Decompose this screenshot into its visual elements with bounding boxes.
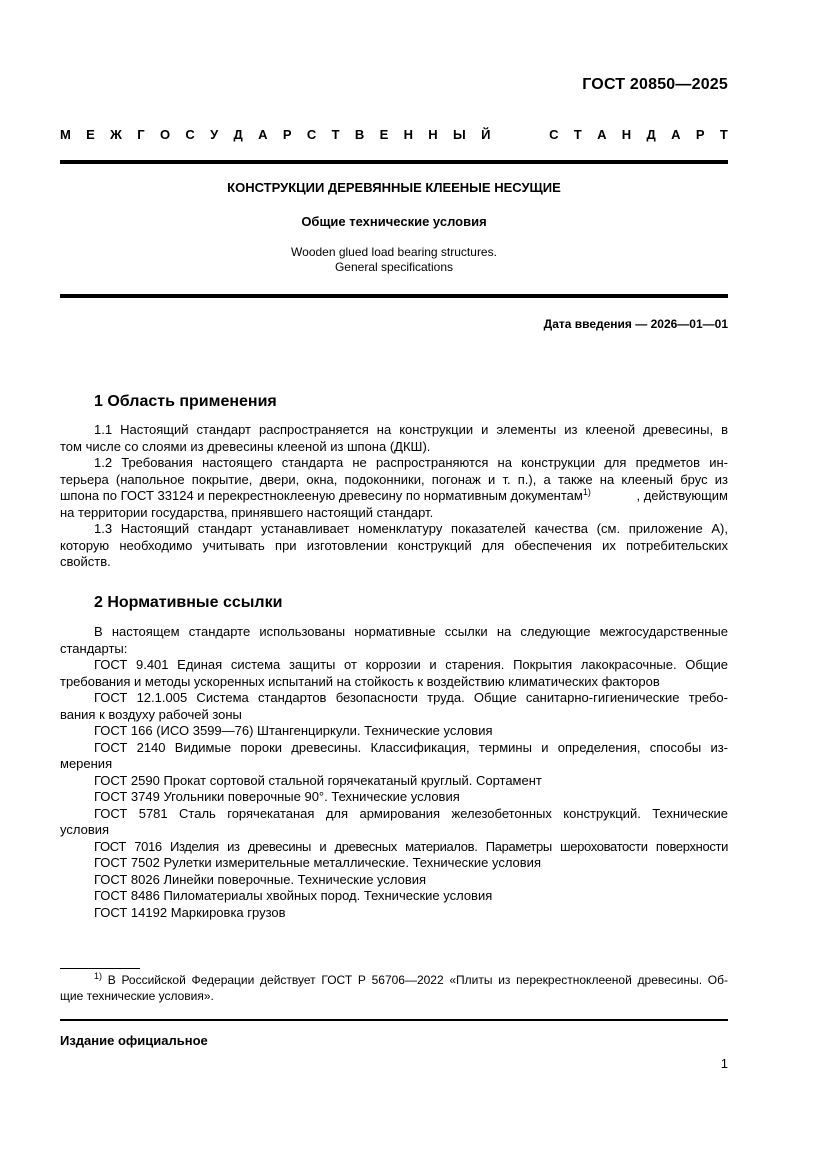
- paragraph-line: терьера (напольное покрытие, двери, окна, подоконники, погонаж и т. п.), а также на клееный брус из: [60, 471, 728, 487]
- document-title: КОНСТРУКЦИИ ДЕРЕВЯННЫЕ КЛЕЕНЫЕ НЕСУЩИЕ: [227, 180, 561, 195]
- reference-line: ГОСТ 14192 Маркировка грузов: [94, 904, 286, 920]
- interstate-letter: Е: [86, 127, 95, 142]
- footer-divider: [60, 1019, 728, 1021]
- footnote-mark: 1): [94, 971, 103, 981]
- document-subtitle: Общие технические условия: [301, 214, 487, 229]
- reference-line: ГОСТ 166 (ИСО 3599—76) Штангенциркули. Технические условия: [94, 723, 493, 738]
- paragraph-line: [60, 488, 728, 505]
- interstate-letter: С: [306, 127, 317, 142]
- section-1-heading: 1 Область применения: [94, 393, 277, 410]
- reference-line: ГОСТ 2140 Видимые пороки древесины. Классификация, термины и определения, способы из-: [94, 739, 728, 755]
- gost-number: ГОСТ 20850—2025: [582, 76, 728, 93]
- reference-line: ГОСТ 8026 Линейки поверочные. Технические условия: [94, 871, 427, 887]
- interstate-standard-label: [60, 127, 728, 147]
- interstate-letter: Н: [428, 127, 438, 142]
- standard-letter: А: [597, 127, 607, 142]
- reference-line: условия: [60, 822, 110, 837]
- reference-line: мерения: [60, 756, 113, 771]
- interstate-letter: В: [354, 127, 365, 142]
- reference-line: ГОСТ 5781 Сталь горячекатаная для армирования железобетонных конструкций. Технические: [94, 805, 728, 821]
- page-number: 1: [720, 1056, 728, 1071]
- footnote-line: щие технические условия».: [60, 988, 214, 1003]
- title-divider: [60, 294, 728, 298]
- paragraph-line: 1.1 Настоящий стандарт распространяется на конструкции и элементы из клееной древесины, в: [94, 422, 728, 437]
- introduction-date: Дата введения — 2026—01—01: [543, 317, 728, 331]
- interstate-letter: Ы: [453, 127, 466, 142]
- standard-letter: А: [671, 127, 681, 142]
- interstate-letter: Й: [481, 127, 491, 142]
- header-divider: [60, 160, 728, 164]
- standard-letter: Т: [719, 127, 728, 142]
- reference-line: ГОСТ 2590 Прокат сортовой стальной горячекатаный круглый. Сортамент: [94, 772, 542, 788]
- reference-line: ГОСТ 9.401 Единая система защиты от коррозии и старения. Покрытия лакокрасочные. Общие: [94, 657, 728, 672]
- paragraph-text: , действующим: [636, 488, 728, 503]
- interstate-letter: У: [210, 127, 219, 142]
- footnote-line: [60, 973, 728, 989]
- standard-letter: Н: [621, 127, 632, 142]
- reference-line: вания к воздуху рабочей зоны: [60, 706, 242, 722]
- interstate-letter: Р: [282, 127, 292, 142]
- footnote-reference: 1): [582, 487, 591, 497]
- english-title-line: General specifications: [334, 260, 454, 274]
- paragraph-line: на территории государства, принявшего настоящий стандарт.: [60, 504, 434, 520]
- interstate-letter: Ж: [110, 127, 122, 142]
- reference-line: ГОСТ 7502 Рулетки измерительные металлические. Технические условия: [94, 855, 541, 870]
- reference-line: ГОСТ 8486 Пиломатериалы хвойных пород. Технические условия: [94, 888, 493, 903]
- english-title-line: Wooden glued load bearing structures.: [291, 245, 497, 259]
- word-gap: [506, 127, 534, 147]
- paragraph-line: В настоящем стандарте использованы нормативные ссылки на следующие межгосударственные: [94, 624, 728, 639]
- reference-line: ГОСТ 12.1.005 Система стандартов безопасности труда. Общие санитарно-гигиенические требо-: [94, 690, 728, 705]
- paragraph-line: 1.2 Требования настоящего стандарта не распространяются на конструкции для предметов ин-: [94, 455, 728, 470]
- paragraph-line: которую необходимо учитывать при изготовлении конструкций для обеспечения их потребительских: [60, 537, 728, 553]
- paragraph-line: стандарты:: [60, 640, 128, 656]
- interstate-letter: Н: [403, 127, 413, 142]
- interstate-letter: Е: [379, 127, 389, 142]
- standard-letter: Т: [573, 127, 582, 142]
- paragraph-text-tail: [583, 488, 728, 505]
- paragraph-text: шпона по ГОСТ 33124 и перекрестноклееную древесину по нормативным документам: [60, 488, 583, 503]
- interstate-letter: О: [159, 127, 171, 142]
- footnote-text: В Российской Федерации действует ГОСТ Р 56706—2022 «Плиты из перекрестноклееной древесины. Об-: [102, 973, 728, 987]
- reference-line: ГОСТ 3749 Угольники поверочные 90°. Технические условия: [94, 789, 460, 804]
- reference-line: ГОСТ 7016 Изделия из древесины и древесных материалов. Параметры шероховатости поверхности: [94, 838, 728, 854]
- interstate-letter: С: [185, 127, 195, 142]
- paragraph-line: 1.3 Настоящий стандарт устанавливает номенклатуру показателей качества (см. приложение А),: [94, 521, 728, 536]
- paragraph-line: свойств.: [60, 554, 111, 569]
- footnote-rule: [60, 968, 140, 969]
- section-2-heading: 2 Нормативные ссылки: [94, 594, 283, 611]
- reference-line: требования и методы ускоренных испытаний на стойкость к воздействию климатических факторов: [60, 673, 660, 689]
- interstate-letter: А: [258, 127, 268, 142]
- standard-letter: С: [549, 127, 559, 142]
- official-edition-label: Издание официальное: [60, 1033, 208, 1048]
- interstate-letter: М: [60, 127, 71, 142]
- standard-letter: Р: [695, 127, 705, 142]
- standard-letter: Д: [646, 127, 656, 142]
- interstate-letter: Г: [137, 127, 145, 142]
- interstate-letter: Т: [331, 127, 340, 142]
- english-title: [60, 245, 728, 275]
- paragraph-line: том числе со слоями из древесины клееной из шпона (ДКШ).: [60, 438, 431, 454]
- interstate-letter: Д: [233, 127, 243, 142]
